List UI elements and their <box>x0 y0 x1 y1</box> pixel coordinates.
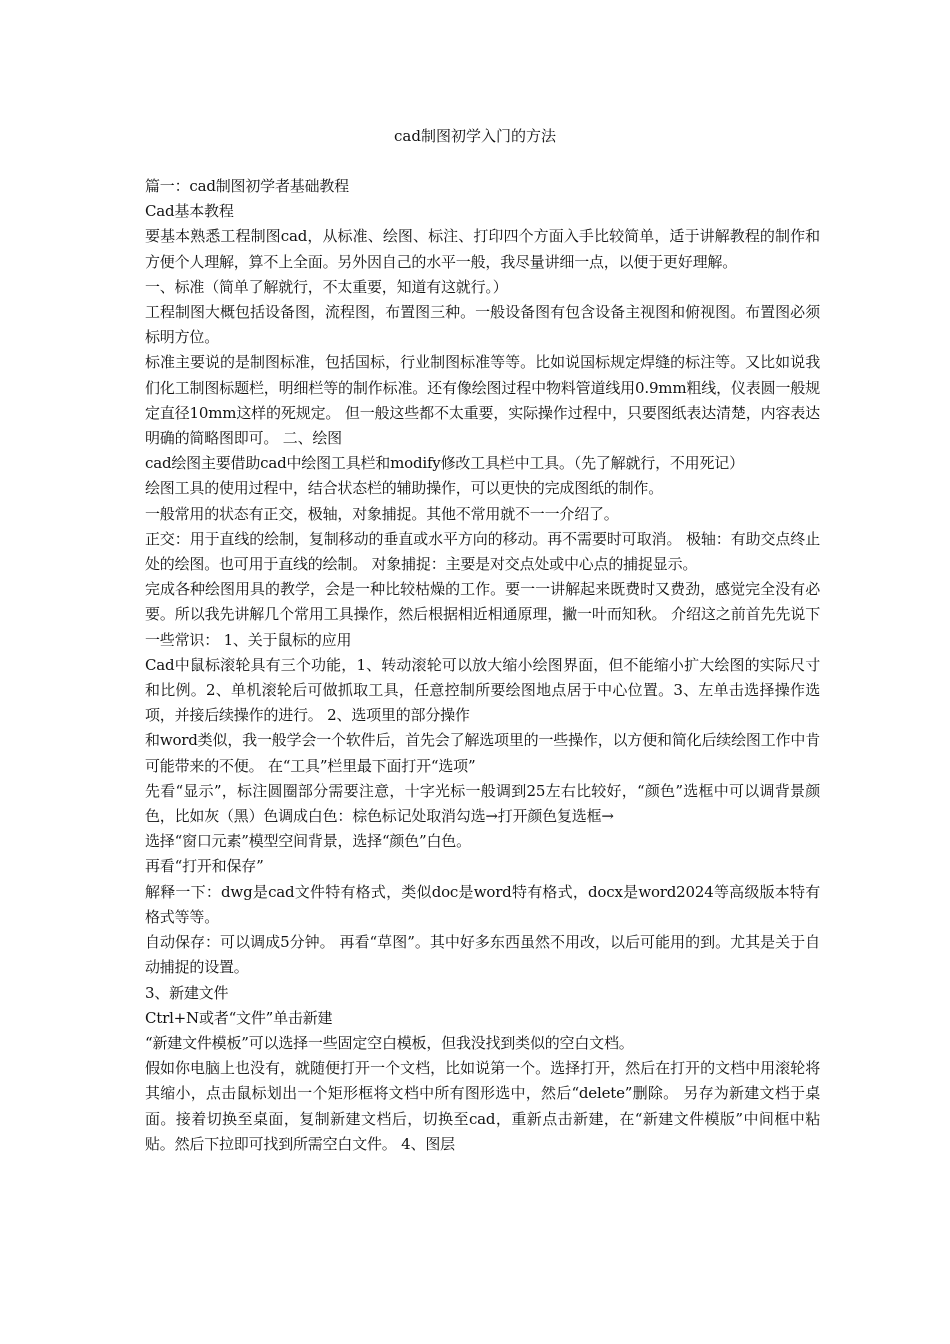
paragraph: 工程制图大概包括设备图，流程图，布置图三种。一般设备图有包含设备主视图和俯视图。布置图必须标明方位。 <box>145 303 820 347</box>
paragraph: 先看“显示”，标注圆圈部分需要注意，十字光标一般调到25左右比较好，“颜色”选框中可以调背景颜色，比如灰（黑）色调成白色：棕色标记处取消勾选→打开颜色复选框→ <box>145 781 820 826</box>
paragraph: 再看“打开和保存” <box>145 857 264 876</box>
document-title: cad制图初学入门的方法 <box>394 127 556 145</box>
paragraph: 解释一下：dwg是cad文件特有格式，类似doc是word特有格式，docx是word2024等高级版本特有格式等等。 <box>145 882 820 926</box>
paragraph: 选择“窗口元素”模型空间背景，选择“颜色”白色。 <box>145 832 471 851</box>
paragraph: 自动保存：可以调成5分钟。 再看“草图”。其中好多东西虽然不用改，以后可能用的到。尤其是关于自动捕捉的设置。 <box>145 933 820 977</box>
paragraph: 要基本熟悉工程制图cad，从标准、绘图、标注、打印四个方面入手比较简单，适于讲解教程的制作和方便个人理解，算不上全面。另外因自己的水平一般，我尽量讲细一点，以便于更好理解。 <box>145 227 820 271</box>
paragraph: 正交：用于直线的绘制，复制移动的垂直或水平方向的移动。再不需要时可取消。 极轴：有助交点终止处的绘图。也可用于直线的绘制。 对象捕捉：主要是对交点处或中心点的捕捉显示。 <box>145 529 820 574</box>
paragraph: 完成各种绘图用具的教学，会是一种比较枯燥的工作。要一一讲解起来既费时又费劲，感觉完全没有必要。所以我先讲解几个常用工具操作，然后根据相近相通原理，撇一叶而知秋。 介绍这之前首先先说下一些常识： 1、关于鼠标的应用 <box>145 580 820 649</box>
paragraph: 绘图工具的使用过程中，结合状态栏的辅助操作，可以更快的完成图纸的制作。 <box>145 479 664 498</box>
paragraph: cad绘图主要借助cad中绘图工具栏和modify修改工具栏中工具。（先了解就行，不用死记） <box>145 454 744 473</box>
paragraph: Cad基本教程 <box>145 202 234 221</box>
paragraph: 和word类似，我一般学会一个软件后，首先会了解选项里的一些操作，以方便和简化后续绘图工作中肯可能带来的不便。 在“工具”栏里最下面打开“选项” <box>145 731 820 775</box>
paragraph: 假如你电脑上也没有，就随便打开一个文档，比如说第一个。选择打开，然后在打开的文档中用滚轮将其缩小，点击鼠标划出一个矩形框将文档中所有图形选中，然后“delete”删除。 另存为新建文档于桌面。接着切换至桌面，复制新建文档后，切换至cad，重新点击新建，在“新建文件模版”中间框中粘贴。然后下拉即可找到所需空白文件。 4、图层 <box>145 1059 820 1153</box>
paragraph: Cad中鼠标滚轮具有三个功能，1、转动滚轮可以放大缩小绘图界面，但不能缩小扩大绘图的实际尺寸和比例。2、单机滚轮后可做抓取工具，任意控制所要绘图地点居于中心位置。3、左单击选择操作选项，并接后续操作的进行。 2、选项里的部分操作 <box>145 655 820 725</box>
paragraph: Ctrl+N或者“文件”单击新建 <box>145 1008 333 1027</box>
document-body <box>145 174 820 1157</box>
paragraph: 一、标准（简单了解就行，不太重要，知道有这就行。） <box>145 277 508 296</box>
paragraph: 3、新建文件 <box>145 983 229 1002</box>
paragraph: “新建文件模板”可以选择一些固定空白模板，但我没找到类似的空白文档。 <box>145 1033 634 1052</box>
paragraph: 标准主要说的是制图标准，包括国标，行业制图标准等等。比如说国标规定焊缝的标注等。又比如说我们化工制图标题栏，明细栏等的制作标准。还有像绘图过程中物料管道线用0.9mm粗线，仪表圆一般规定直径10mm这样的死规定。 但一般这些都不太重要，实际操作过程中，只要图纸表达清楚，内容表达明确的简略图即可。 二、绘图 <box>145 353 820 448</box>
paragraph: 篇一：cad制图初学者基础教程 <box>145 177 349 195</box>
paragraph: 一般常用的状态有正交，极轴，对象捕捉。其他不常用就不一一介绍了。 <box>145 504 619 523</box>
